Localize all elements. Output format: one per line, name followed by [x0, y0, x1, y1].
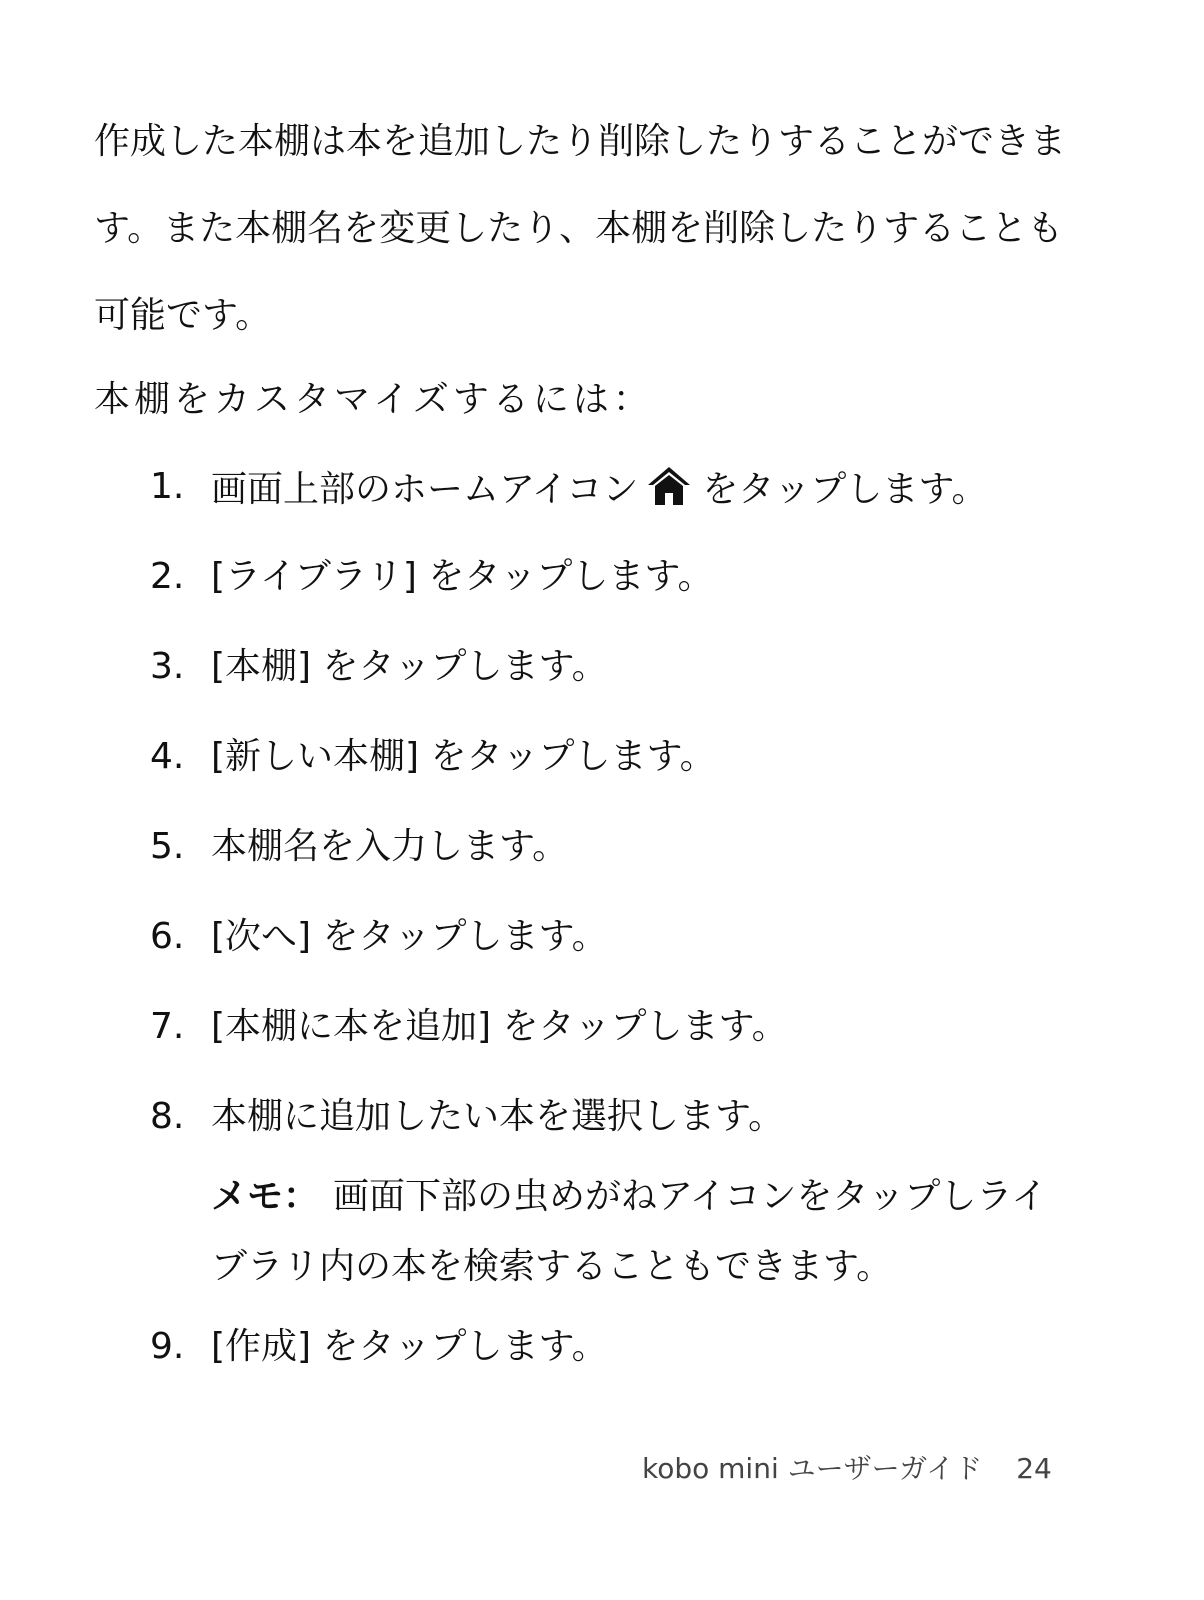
section-heading: 本棚をカスタマイズするには：	[94, 379, 653, 420]
page-footer	[642, 1452, 1052, 1486]
memo-line	[211, 1162, 1091, 1232]
intro-line: 可能です。	[94, 295, 272, 336]
home-icon	[646, 465, 692, 507]
step-number: 6.	[150, 916, 185, 957]
step-number: 7.	[150, 1006, 185, 1047]
step-text: [本棚に本を追加] をタップします。	[211, 1006, 788, 1047]
step-text: [次へ] をタップします。	[211, 916, 608, 957]
intro-paragraph	[94, 98, 1094, 359]
step-text: [本棚] をタップします。	[211, 646, 608, 687]
intro-line: す。また本棚名を変更したり、本棚を削除したりすることも	[94, 208, 1064, 249]
step-number: 5.	[150, 826, 185, 867]
step-number: 8.	[150, 1096, 185, 1137]
memo-label: メモ：	[211, 1176, 320, 1217]
step-text: [新しい本棚] をタップします。	[211, 736, 716, 777]
step-number: 9.	[150, 1326, 185, 1367]
step-text-before: 画面上部のホームアイコン	[211, 469, 639, 510]
step-number: 1.	[150, 466, 185, 507]
memo-note	[211, 1162, 1091, 1302]
memo-line: ブラリ内の本を検索することもできます。	[211, 1246, 893, 1287]
step-text-after: をタップします。	[702, 469, 988, 510]
step-text: 本棚名を入力します。	[211, 826, 569, 867]
footer-title: kobo mini ユーザーガイド	[642, 1452, 983, 1485]
step-number: 4.	[150, 736, 185, 777]
step-text: [作成] をタップします。	[211, 1326, 608, 1367]
intro-line: 作成した本棚は本を追加したり削除したりすることができま	[94, 121, 1067, 162]
step-text: 本棚に追加したい本を選択します。	[211, 1096, 785, 1137]
memo-text: 画面下部の虫めがねアイコンをタップしライ	[333, 1176, 1048, 1217]
step-number: 3.	[150, 646, 185, 687]
page-number: 24	[1016, 1452, 1052, 1485]
step-text	[211, 465, 987, 512]
step-number: 2.	[150, 556, 185, 597]
step-text: [ライブラリ] をタップします。	[211, 556, 714, 597]
